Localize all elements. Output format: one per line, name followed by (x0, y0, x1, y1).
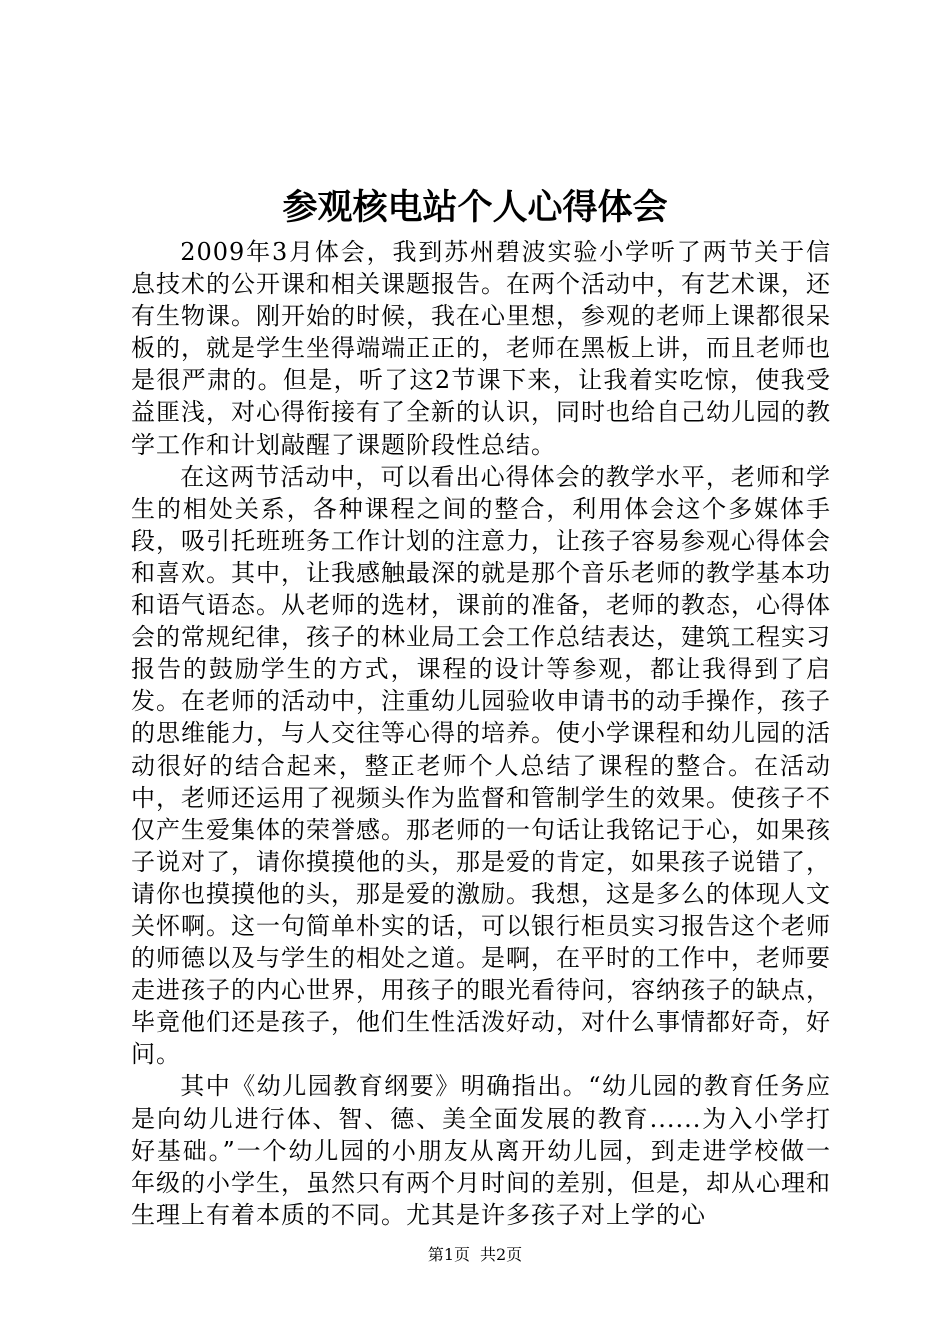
page-footer (0, 1244, 950, 1266)
document-body (131, 236, 831, 1231)
document-title: 参观核电站个人心得体会 (282, 187, 668, 228)
paragraph-3: 其中《幼儿园教育纲要》明确指出。“幼儿园的教育任务应是向幼儿进行体、智、德、美全面发展的教育......为入小学打好基础。”一个幼儿园的小朋友从离开幼儿园，到走进学校做一年级的小学生，虽然只有两个月时间的差别，但是，却从心理和生理上有着本质的不同。尤其是许多孩子对上学的心 (131, 1072, 831, 1229)
page-total: 共2页 (480, 1245, 523, 1264)
page-number: 第1页 (427, 1245, 470, 1264)
paragraph-1: 2009年3月体会，我到苏州碧波实验小学听了两节关于信息技术的公开课和相关课题报告。在两个活动中，有艺术课，还有生物课。刚开始的时候，我在心里想，参观的老师上课都很呆板的，就是学生坐得端端正正的，老师在黑板上讲，而且老师也是很严肃的。但是，听了这2节课下来，让我着实吃惊，使我受益匪浅，对心得衔接有了全新的认识，同时也给自己幼儿园的教学工作和计划敲醒了课题阶段性总结。 (131, 238, 831, 459)
paragraph-2: 在这两节活动中，可以看出心得体会的教学水平，老师和学生的相处关系，各种课程之间的整合，利用体会这个多媒体手段，吸引托班班务工作计划的注意力，让孩子容易参观心得体会和喜欢。其中，让我感触最深的就是那个音乐老师的教学基本功和语气语态。从老师的选材，课前的准备，老师的教态，心得体会的常规纪律，孩子的林业局工会工作总结表达，建筑工程实习报告的鼓励学生的方式，课程的设计等参观，都让我得到了启发。在老师的活动中，注重幼儿园验收申请书的动手操作，孩子的思维能力，与人交往等心得的培养。使小学课程和幼儿园的活动很好的结合起来，整正老师个人总结了课程的整合。在活动中，老师还运用了视频头作为监督和管制学生的效果。使孩子不仅产生爱集体的荣誉感。那老师的一句话让我铭记于心，如果孩子说对了，请你摸摸他的头，那是爱的肯定，如果孩子说错了，请你也摸摸他的头，那是爱的激励。我想，这是多么的体现人文关怀啊。这一句简单朴实的话，可以银行柜员实习报告这个老师的师德以及与学生的相处之道。是啊，在平时的工作中，老师要走进孩子的内心世界，用孩子的眼光看待问，容纳孩子的缺点，毕竟他们还是孩子，他们生性活泼好动，对什么事情都好奇，好问。 (131, 462, 831, 1069)
